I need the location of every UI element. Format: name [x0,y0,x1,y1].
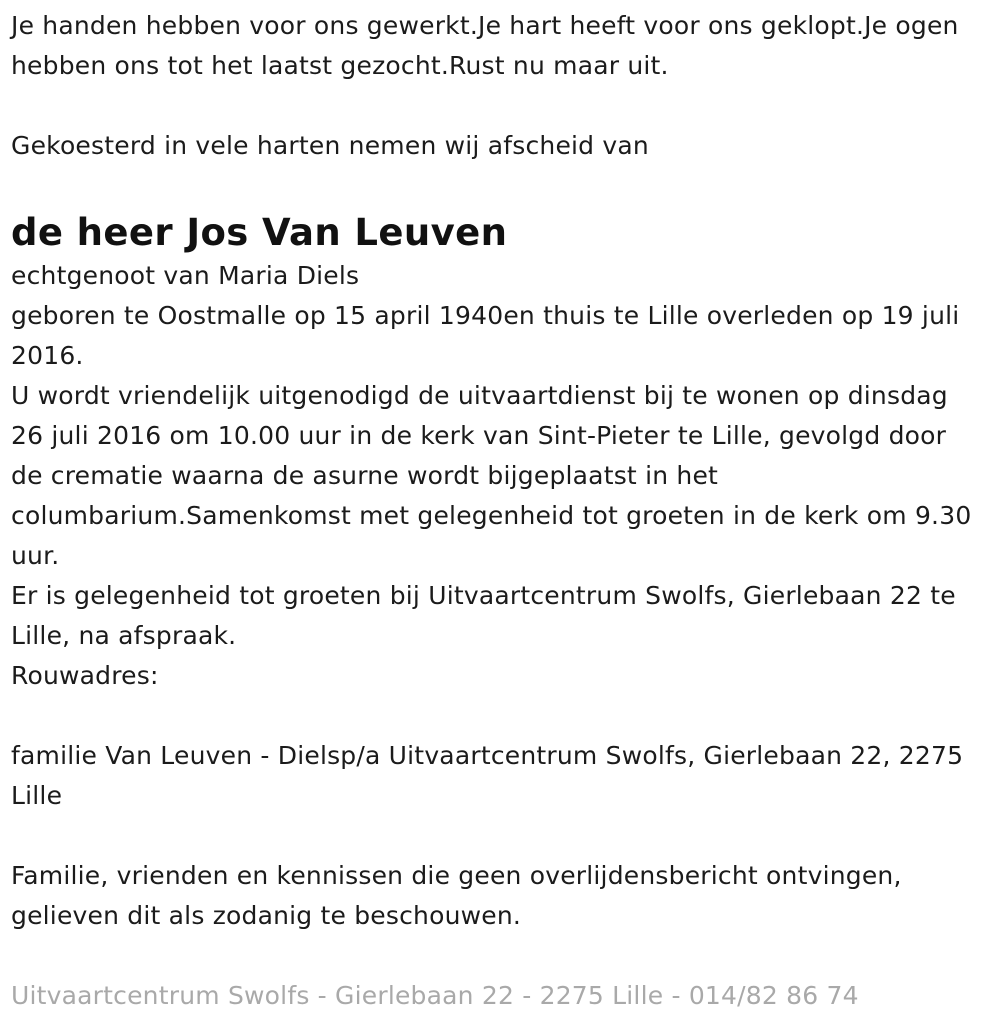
poem-text: Je handen hebben voor ons gewerkt.Je hart heeft voor ons geklopt.Je ogen hebben ons tot het laatst gezocht.Rust nu maar uit. [11,11,959,80]
deceased-name: de heer Jos Van Leuven [11,211,508,254]
spouse-text: echtgenoot van Maria Diels [11,261,360,290]
spacer [11,166,972,206]
spacer [11,696,972,736]
visitation-text: Er is gelegenheid tot groeten bij Uitvaartcentrum Swolfs, Gierlebaan 22 te Lille, na afspraak. [11,581,956,650]
spacer [11,816,972,856]
service-text: U wordt vriendelijk uitgenodigd de uitvaartdienst bij te wonen op dinsdag 26 juli 2016 om 10.00 uur in de kerk van Sint-Pieter te Lille, gevolgd door de crematie waarna de asurne wordt bijgeplaatst in het columbarium.Samenkomst met gelegenheid tot groeten in de kerk om 9.30 uur. [11,381,972,570]
mourning-address-label: Rouwadres: [11,661,159,690]
intro-text: Gekoesterd in vele harten nemen wij afscheid van [11,131,649,160]
spacer [11,86,972,126]
notice-text: Familie, vrienden en kennissen die geen overlijdensbericht ontvingen, gelieven dit als zodanig te beschouwen. [11,861,902,930]
mourning-address: familie Van Leuven - Dielsp/a Uitvaartcentrum Swolfs, Gierlebaan 22, 2275 Lille [11,741,964,810]
spacer [11,936,972,976]
funeral-home-footer: Uitvaartcentrum Swolfs - Gierlebaan 22 - 2275 Lille - 014/82 86 74 [11,981,859,1010]
birth-death-text: geboren te Oostmalle op 15 april 1940en thuis te Lille overleden op 19 juli 2016. [11,301,960,370]
